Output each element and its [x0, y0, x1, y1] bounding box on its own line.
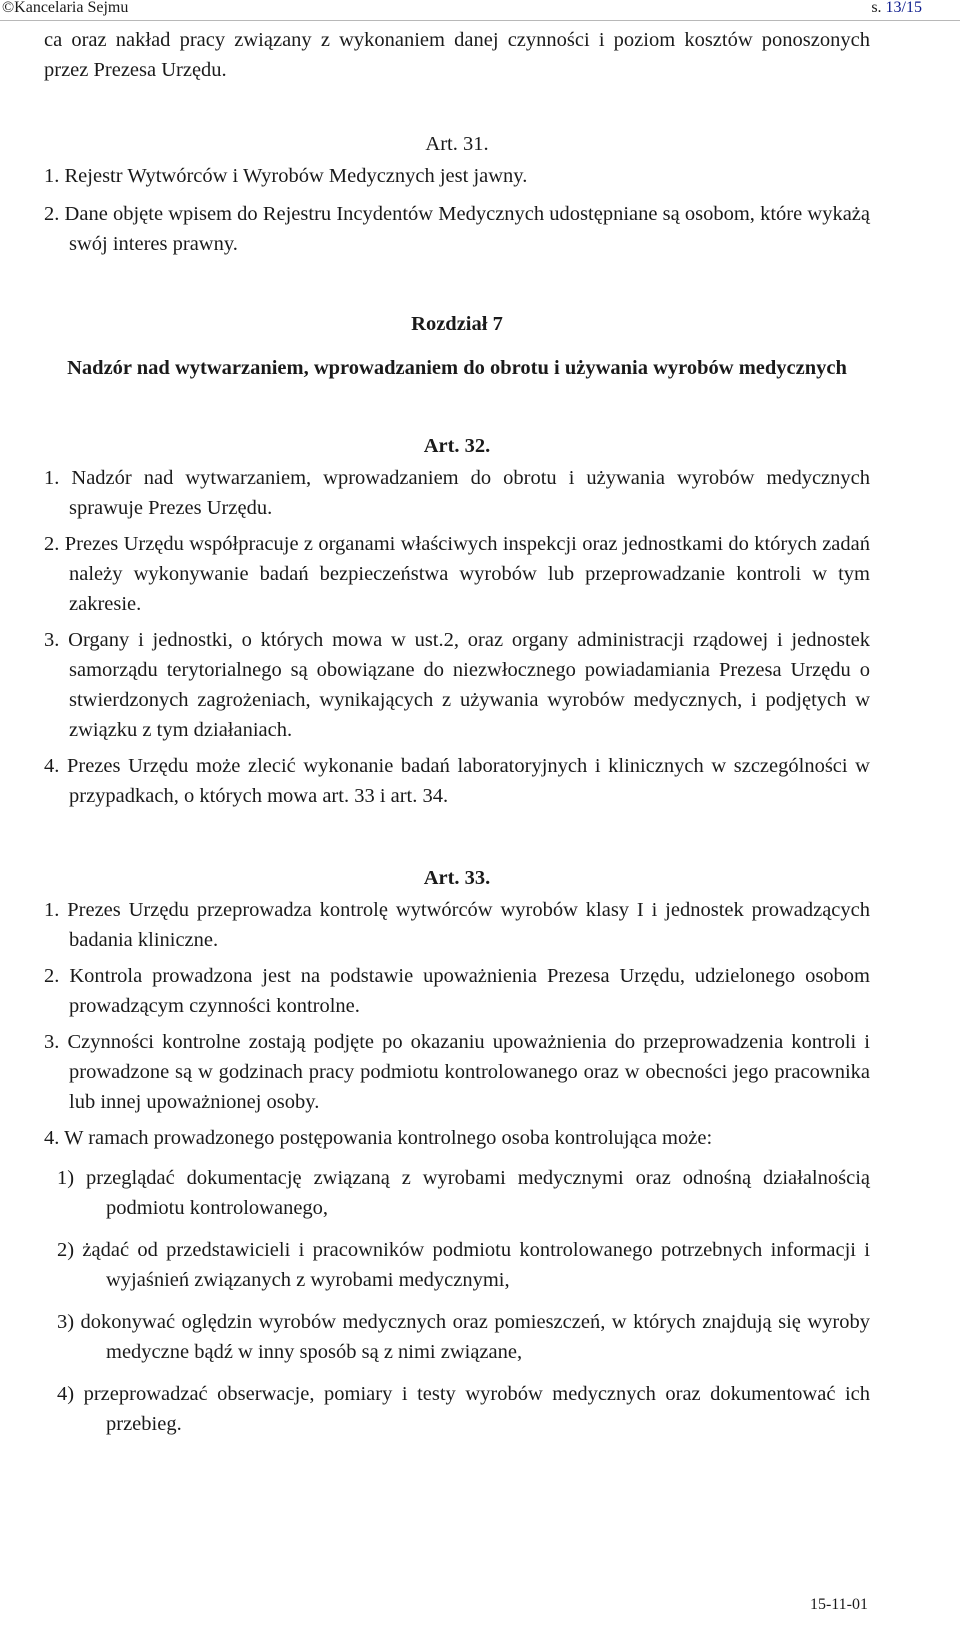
art-33-item-2: 2) żądać od przedstawicieli i pracowników podmiotu kontrolowanego potrzebnych informacji i wyjaśnień związanych z wyrobami medycznymi,	[57, 1239, 870, 1291]
art-33-item-3: 3) dokonywać oględzin wyrobów medycznych oraz pomieszczeń, w których znajdują się wyroby medyczne bądź w inny sposób są z nimi związane,	[57, 1311, 870, 1363]
page-indicator	[871, 0, 922, 16]
art-33-par-2: 2. Kontrola prowadzona jest na podstawie upoważnienia Prezesa Urzędu, udzielonego osobom prowadzącym czynności kontrolne.	[44, 965, 870, 1017]
art-33-par-1: 1. Prezes Urzędu przeprowadza kontrolę wytwórców wyrobów klasy I i jednostek prowadzących badania kliniczne.	[44, 899, 870, 951]
publisher-label: ©Kancelaria Sejmu	[2, 0, 129, 16]
page-header	[0, 0, 960, 21]
intro-continuation: ca oraz nakład pracy związany z wykonaniem danej czynności i poziom kosztów ponoszonych przez Prezesa Urzędu.	[44, 29, 870, 81]
art-33-item-1: 1) przeglądać dokumentację związaną z wyrobami medycznymi oraz odnośną działalnością podmiotu kontrolowanego,	[57, 1167, 870, 1219]
art-33-par-3: 3. Czynności kontrolne zostają podjęte po okazaniu upoważnienia do przeprowadzenia kontroli i prowadzone są w godzinach pracy podmiotu kontrolowanego oraz w obecności jego pracownika lub innej upoważnionej osoby.	[44, 1031, 870, 1113]
art-33-par-4: 4. W ramach prowadzonego postępowania kontrolnego osoba kontrolująca może:	[44, 1127, 713, 1149]
art-31-par-1: 1. Rejestr Wytwórców i Wyrobów Medycznych jest jawny.	[44, 165, 528, 187]
page-number: 13/15	[885, 0, 922, 16]
art-32-par-2: 2. Prezes Urzędu współpracuje z organami właściwych inspekcji oraz jednostkami do których zadań należy wykonywanie badań bezpieczeństwa wyrobów lub przeprowadzanie kontroli w tym zakresie.	[44, 533, 870, 615]
document-body	[44, 25, 870, 1451]
art-33-item-4: 4) przeprowadzać obserwacje, pomiary i testy wyrobów medycznych oraz dokumentować ich przebieg.	[57, 1383, 870, 1435]
art-32-heading: Art. 32.	[423, 435, 491, 457]
art-31-heading: Art. 31.	[425, 133, 489, 155]
chapter-number: Rozdział 7	[411, 313, 503, 335]
page-prefix: s.	[871, 0, 886, 16]
document-date-code: 15-11-01	[809, 1596, 868, 1613]
art-33-heading: Art. 33.	[423, 867, 491, 889]
chapter-title: Nadzór nad wytwarzaniem, wprowadzaniem do obrotu i używania wyrobów medycznych	[67, 357, 847, 379]
art-32-par-3: 3. Organy i jednostki, o których mowa w ust.2, oraz organy administracji rządowej i jednostek samorządu terytorialnego są obowiązane do niezwłocznego powiadamiania Prezesa Urzędu o stwierdzonych zagrożeniach, wynikających z używania wyrobów medycznych, i podjętych w związku z tym działaniach.	[44, 629, 870, 741]
art-32-par-1: 1. Nadzór nad wytwarzaniem, wprowadzaniem do obrotu i używania wyrobów medycznych sprawuje Prezes Urzędu.	[44, 467, 870, 519]
art-32-par-4: 4. Prezes Urzędu może zlecić wykonanie badań laboratoryjnych i klinicznych w szczególności w przypadkach, o których mowa art. 33 i art. 34.	[44, 755, 870, 807]
art-31-par-2: 2. Dane objęte wpisem do Rejestru Incydentów Medycznych udostępniane są osobom, które wykażą swój interes prawny.	[44, 203, 870, 255]
